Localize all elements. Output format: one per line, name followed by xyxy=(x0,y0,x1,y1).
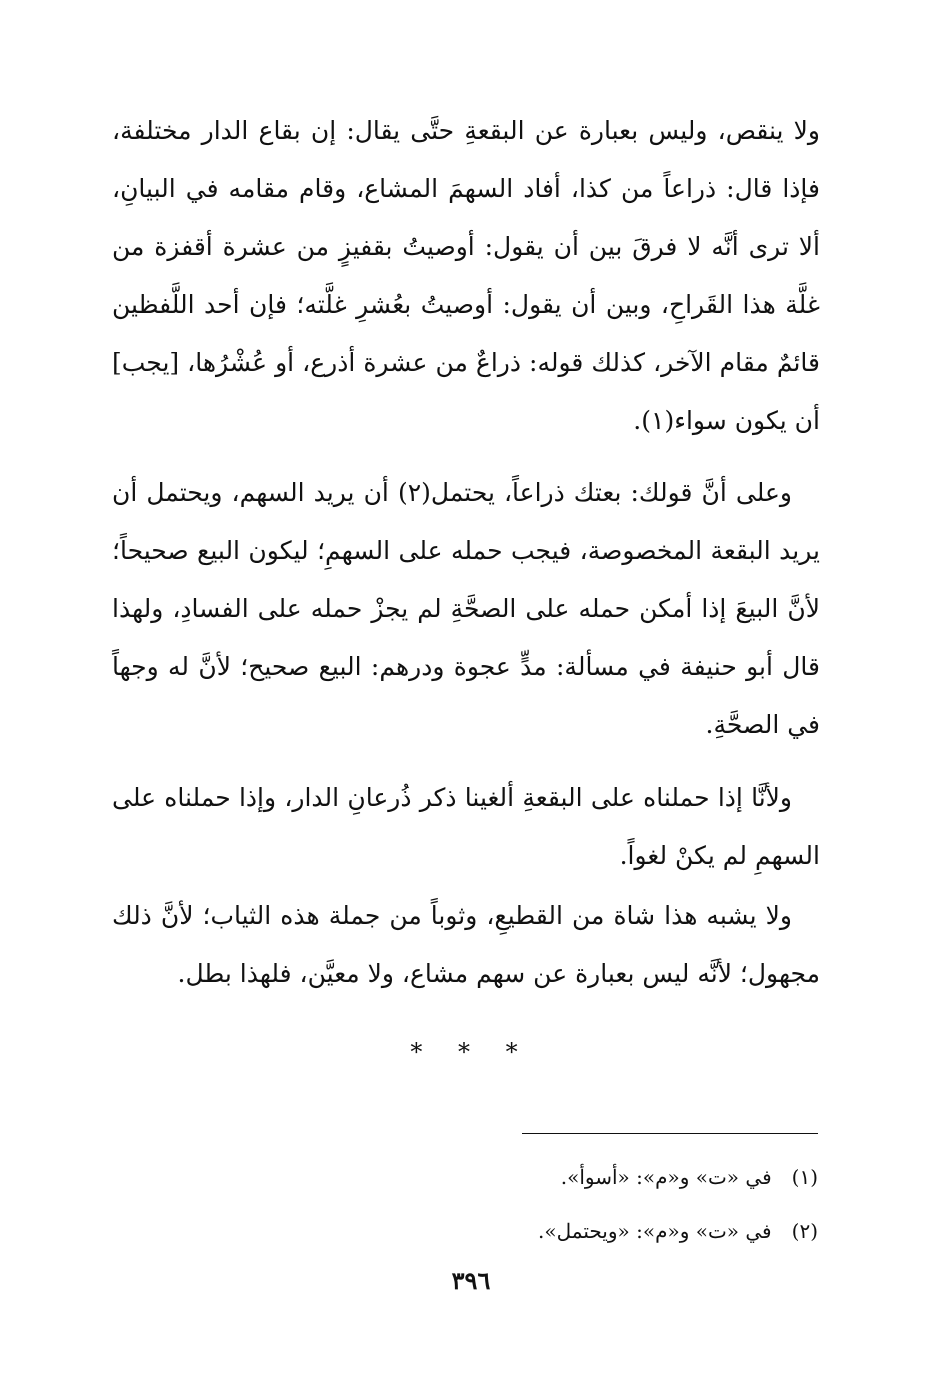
paragraph-2 xyxy=(112,464,820,754)
footnote-number: (١) xyxy=(791,1165,818,1189)
footnote-text: في «ت» و«م»: «ويحتمل». xyxy=(538,1219,772,1243)
paragraph-1 xyxy=(112,102,820,450)
paragraph-4 xyxy=(112,887,820,1003)
paragraph-text: ولا يشبه هذا شاة من القطيعِ، وثوباً من جملة هذه الثياب؛ لأنَّ ذلك مجهول؛ لأنَّه ليس بعبارة عن سهم مشاع، ولا معيَّن، فلهذا بطل. xyxy=(112,901,820,988)
footnote-2 xyxy=(218,1204,818,1258)
paragraph-text: ولأنَّا إذا حملناه على البقعةِ ألغينا ذكر ذُرعانِ الدار، وإذا حملناه على السهمِ لم يكنْ لغواً. xyxy=(112,783,820,870)
footnote-number: (٢) xyxy=(791,1219,818,1243)
footnote-1 xyxy=(218,1150,818,1204)
page-number: ٣٩٦ xyxy=(451,1266,491,1295)
paragraph-text: وعلى أنَّ قولك: بعتك ذراعاً، يحتمل(٢) أن يريد السهم، ويحتمل أن يريد البقعة المخصوصة، فيجب حمله على السهمِ؛ ليكون البيع صحيحاً؛ لأنَّ البيعَ إذا أمكن حمله على الصحَّةِ لم يجزْ حمله على الفسادِ، ولهذا قال أبو حنيفة في مسألة: مدٍّ عجوة ودرهم: البيع صحيح؛ لأنَّ له وجهاً في الصحَّةِ. xyxy=(112,478,820,739)
section-separator: * * * xyxy=(410,1038,532,1066)
paragraph-text: ولا ينقص، وليس بعبارة عن البقعةِ حتَّى يقال: إن بقاع الدار مختلفة، فإذا قال: ذراعاً من كذا، أفاد السهمَ المشاع، وقام مقامه في البيانِ، ألا ترى أنَّه لا فرقَ بين أن يقول: أوصيتُ بقفيزٍ من عشرة أقفزة من غلَّة هذا القَراحِ، وبين أن يقول: أوصيتُ بعُشرِ غلَّته؛ فإن أحد اللَّفظين قائمٌ مقام الآخر، كذلك قوله: ذراعٌ من عشرة أذرع، أو عُشْرُها، [يجب] أن يكون سواء(١). xyxy=(112,116,820,435)
paragraph-3 xyxy=(112,769,820,885)
footnote-divider xyxy=(522,1133,818,1134)
footnote-text: في «ت» و«م»: «أسوأ». xyxy=(560,1165,772,1189)
footnotes xyxy=(218,1150,818,1258)
